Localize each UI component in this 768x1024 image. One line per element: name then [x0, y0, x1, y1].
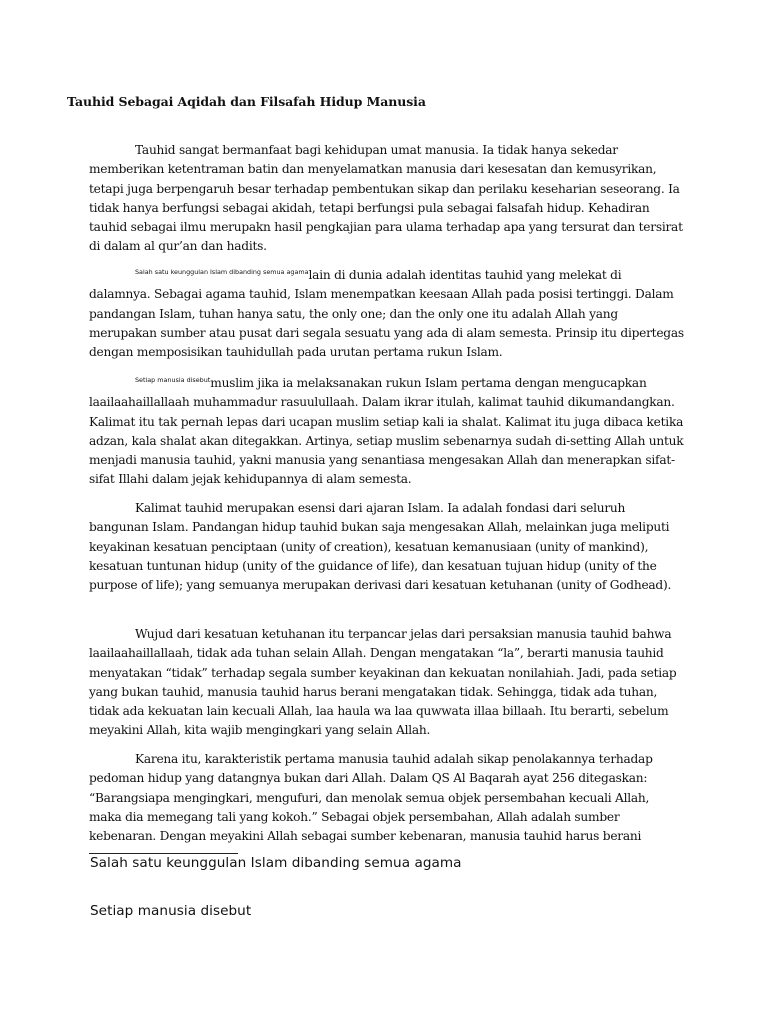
paragraph-text: Wujud dari kesatuan ketuhanan itu terpancar jelas dari persaksian manusia tauhid bahwa laailaahaillallaah, tidak ada tuhan selain Allah. Dengan mengatakan “la”, berarti manusia tauhid menyatakan “tidak” terhadap segala sumber keyakinan dan kekuatan nonilahiah. Jadi, pada setiap yang bukan tauhid, manusia tauhid harus berani mengatakan tidak. Sehingga, tidak ada tuhan, tidak ada kekuatan lain kecuali Allah, laa haula wa laa quwwata illaa billaah. Itu berarti, sebelum meyakini Allah, kita wajib mengingkari yang selain Allah. — [89, 627, 677, 738]
paragraph-4 — [89, 499, 685, 595]
footnote-separator — [89, 853, 238, 854]
footnote-reference[interactable]: Salah satu keunggulan Islam dibanding semua agama — [135, 268, 309, 276]
paragraph-text: Karena itu, karakteristik pertama manusia tauhid adalah sikap penolakannya terhadap pedoman hidup yang datangnya bukan dari Allah. Dalam QS Al Baqarah ayat 256 ditegaskan: “Barangsiapa mengingkari, mengufuri, dan menolak semua objek persembahan kecuali Allah, maka dia memegang tali yang kokoh.” Sebagai objek persembahan, Allah adalah sumber kebenaran. Dengan meyakini Allah sebagai sumber kebenaran, manusia tauhid harus berani — [89, 752, 653, 844]
paragraph-1 — [89, 141, 685, 257]
paragraph-5 — [89, 625, 685, 741]
paragraph-2 — [89, 266, 685, 362]
footnote-2: Setiap manusia disebut — [90, 903, 252, 919]
paragraph-text: muslim jika ia melaksanakan rukun Islam pertama dengan mengucapkan laailaahaillallaah muhammadur rasuulullaah. Dalam ikrar itulah, kalimat tauhid dikumandangkan. Kalimat itu tak pernah lepas dari ucapan muslim setiap kali ia shalat. Kalimat itu juga dibaca ketika adzan, kala shalat akan ditegakkan. Artinya, setiap muslim sebenarnya sudah di-setting Allah untuk menjadi manusia tauhid, yakni manusia yang senantiasa mengesakan Allah dan menerapkan sifat-sifat Illahi dalam jejak kehidupannya di alam semesta. — [89, 376, 684, 487]
paragraph-3 — [89, 374, 685, 490]
paragraph-text: Kalimat tauhid merupakan esensi dari ajaran Islam. Ia adalah fondasi dari seluruh bangunan Islam. Pandangan hidup tauhid bukan saja mengesakan Allah, melainkan juga meliputi keyakinan kesatuan penciptaan (unity of creation), kesatuan kemanusiaan (unity of mankind), kesatuan tuntunan hidup (unity of the guidance of life), dan kesatuan tujuan hidup (unity of the purpose of life); yang semuanya merupakan derivasi dari kesatuan ketuhanan (unity of Godhead). — [89, 501, 672, 593]
paragraph-6 — [89, 750, 685, 846]
footnote-1: Salah satu keunggulan Islam dibanding semua agama — [90, 855, 462, 871]
paragraph-text: Tauhid sangat bermanfaat bagi kehidupan umat manusia. Ia tidak hanya sekedar memberikan ketentraman batin dan menyelamatkan manusia dari kesesatan dan kemusyrikan, tetapi juga berpengaruh besar terhadap pembentukan sikap dan perilaku keseharian seseorang. Ia tidak hanya berfungsi sebagai akidah, tetapi berfungsi pula sebagai falsafah hidup. Kehadiran tauhid sebagai ilmu merupakn hasil pengkajian para ulama terhadap apa yang tersurat dan tersirat di dalam al qur’an dan hadits. — [89, 143, 683, 254]
document-title: Tauhid Sebagai Aqidah dan Filsafah Hidup Manusia — [67, 94, 426, 109]
paragraph-text: lain di dunia adalah identitas tauhid yang melekat di dalamnya. Sebagai agama tauhid, Islam menempatkan keesaan Allah pada posisi tertinggi. Dalam pandangan Islam, tuhan hanya satu, the only one; dan the only one itu adalah Allah yang merupakan sumber atau pusat dari segala sesuatu yang ada di alam semesta. Prinsip itu dipertegas dengan memposisikan tauhidullah pada urutan pertama rukun Islam. — [89, 268, 684, 360]
footnote-reference[interactable]: Setiap manusia disebut — [135, 376, 211, 384]
